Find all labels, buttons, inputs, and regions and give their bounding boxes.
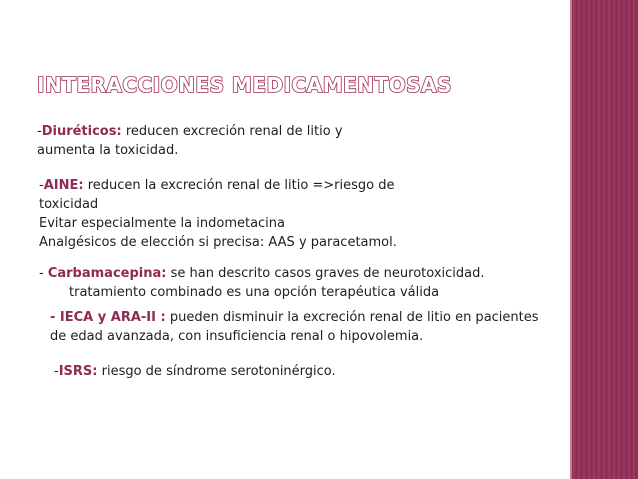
paragraph-line: toxicidad	[39, 197, 99, 212]
band-edge	[570, 0, 572, 479]
drug-term-carbamacepina: Carbamacepina:	[47, 266, 167, 281]
paragraph-aine	[39, 176, 397, 252]
paragraph-line: reducen excreción renal de litio y	[121, 124, 343, 139]
paragraph-carbamacepina	[39, 264, 485, 302]
side-decoration-band	[570, 0, 638, 479]
paragraph-prefix: -	[54, 364, 59, 379]
paragraph-line: pueden disminuir la excreción renal de litio en pacientes	[165, 310, 539, 325]
paragraph-prefix: -	[39, 266, 48, 281]
drug-term-diureticos: Diuréticos:	[41, 124, 122, 139]
paragraph-isrs	[54, 362, 336, 381]
paragraph-line: aumenta la toxicidad.	[37, 143, 179, 158]
paragraph-line: Evitar especialmente la indometacina	[39, 216, 286, 231]
paragraph-line: riesgo de síndrome serotoninérgico.	[97, 364, 336, 379]
paragraph-line: reducen la excreción renal de litio =>riesgo de	[83, 178, 395, 193]
paragraph-diureticos	[37, 122, 343, 160]
paragraph-prefix: -	[39, 178, 44, 193]
paragraph-line: tratamiento combinado es una opción terapéutica válida	[69, 285, 440, 300]
paragraph-prefix: -	[37, 124, 42, 139]
drug-term-isrs: ISRS:	[58, 364, 98, 379]
slide-title: INTERACCIONES MEDICAMENTOSAS	[37, 73, 452, 97]
paragraph-ieca	[50, 308, 539, 346]
drug-term-ieca: - IECA y ARA-II :	[50, 310, 166, 325]
paragraph-line: de edad avanzada, con insuficiencia renal o hipovolemia.	[50, 329, 424, 344]
drug-term-aine: AINE:	[43, 178, 84, 193]
paragraph-line: Analgésicos de elección si precisa: AAS y paracetamol.	[39, 235, 397, 250]
paragraph-line: se han descrito casos graves de neurotoxicidad.	[166, 266, 485, 281]
